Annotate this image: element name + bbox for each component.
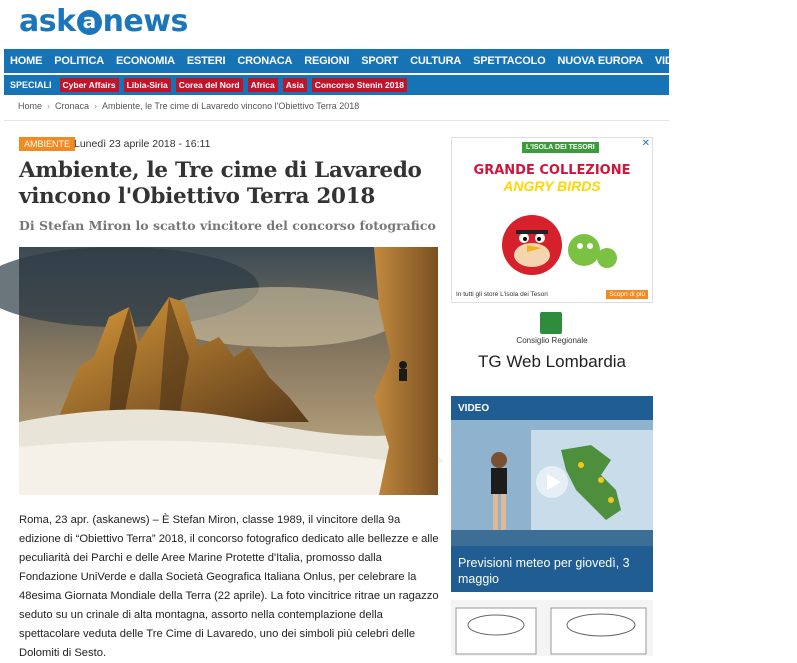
nav-nuova-europa[interactable]: NUOVA EUROPA (557, 55, 643, 67)
advertisement-banner[interactable] (451, 137, 653, 303)
nav-video[interactable]: VIDEO (654, 55, 689, 67)
askanews-logo[interactable] (19, 4, 188, 39)
consiglio-regionale-label: Consiglio Regionale (516, 336, 588, 345)
nav-altre-sezioni[interactable]: ALTRE SEZIONI ⋮ (700, 55, 797, 68)
category-tag[interactable]: AMBIENTE (19, 137, 75, 151)
logo-text-news: news (102, 4, 188, 39)
special-cyber-affairs[interactable]: Cyber Affairs (60, 78, 119, 92)
special-africa[interactable]: Africa (248, 78, 278, 92)
nav-cultura[interactable]: CULTURA (410, 55, 462, 67)
video-thumbnail[interactable] (451, 420, 653, 546)
angry-birds-illustration-icon (492, 200, 622, 280)
next-video-thumbnail[interactable] (451, 600, 653, 656)
special-asia[interactable]: Asia (283, 78, 307, 92)
nav-regioni[interactable]: REGIONI (304, 55, 350, 67)
video-section-label: VIDEO (458, 403, 490, 414)
breadcrumb-current: Ambiente, le Tre cime di Lavaredo vincono l'Obiettivo Terra 2018 (102, 101, 360, 111)
nav-cronaca[interactable]: CRONACA (237, 55, 293, 67)
ad-store-logo: L'ISOLA DEI TESORI (522, 142, 599, 153)
breadcrumb-home[interactable]: Home (18, 101, 43, 111)
breadcrumb-separator-icon: › (47, 101, 51, 111)
nav-politica[interactable]: POLITICA (54, 55, 104, 67)
nav-esteri[interactable]: ESTERI (186, 55, 226, 67)
breadcrumb-section[interactable]: Cronaca (55, 101, 90, 111)
breadcrumb (18, 101, 359, 111)
video-widget[interactable] (451, 396, 653, 592)
nav-home[interactable]: HOME (10, 55, 43, 67)
dolomites-photo-image (19, 247, 438, 495)
ad-headline: GRANDE COLLEZIONE (473, 163, 631, 178)
breadcrumb-separator-icon: › (94, 101, 98, 111)
special-libia-siria[interactable]: Libia-Siria (124, 78, 171, 92)
specials-title: SPECIALI (10, 80, 52, 90)
nav-economia[interactable]: ECONOMIA (115, 55, 175, 67)
header-divider (4, 120, 669, 121)
tg-web-lombardia-banner[interactable] (451, 304, 653, 392)
comic-thumbnail-image (451, 600, 653, 656)
nav-spettacolo[interactable]: SPETTACOLO (473, 55, 546, 67)
article-photo (19, 247, 438, 495)
logo-text-ask: ask (19, 4, 76, 39)
specials-bar (4, 75, 669, 95)
ad-close-icon[interactable]: ✕ (641, 138, 650, 149)
article-headline: Ambiente, le Tre cime di Lavaredo vincono l'Obiettivo Terra 2018 (19, 158, 422, 209)
article-subtitle: Di Stefan Miron lo scatto vincitore del concorso fotografico (19, 218, 436, 233)
nav-sport[interactable]: SPORT (361, 55, 399, 67)
ad-product: ANGRY BIRDS (503, 178, 601, 194)
main-navigation (4, 49, 797, 73)
ad-footer (452, 288, 652, 302)
special-corea-del-nord[interactable]: Corea del Nord (176, 78, 243, 92)
ad-cta-button[interactable]: Scopri di più (606, 290, 648, 299)
article-date: Lunedì 23 aprile 2018 - 16:11 (74, 138, 211, 150)
article-body: Roma, 23 apr. (askanews) – È Stefan Miron, classe 1989, il vincitore della 9a edizione di “Obiettivo Terra” 2018, il concorso fotografico dedicato alle bellezze e alle peculiarità dei Parchi e delle Aree Marine Protette d'Italia, promosso dalla Fondazione UniVerde e dalla Società Geografica Italiana Onlus, per celebrare la 48esima Giornata Mondiale della Terra (22 aprile). La foto vincitrice ritrae un ragazzo seduto su un crinale di alta montagna, assorto nella contemplazione della spettacolare veduta delle Tre Cime di Lavaredo, uno dei simboli più celebri delle Dolomiti di Sesto. (19, 514, 439, 659)
special-concorso-stenin[interactable]: Concorso Stenin 2018 (312, 78, 407, 92)
logo-at-icon: a (77, 10, 102, 35)
consiglio-regionale-logo-icon (540, 312, 562, 334)
ad-footer-text: In tutti gli store L'isola dei Tesori (456, 291, 548, 298)
tg-web-lombardia-title: TG Web Lombardia (477, 352, 627, 371)
video-title[interactable]: Previsioni meteo per giovedì, 3 maggio (458, 556, 630, 586)
